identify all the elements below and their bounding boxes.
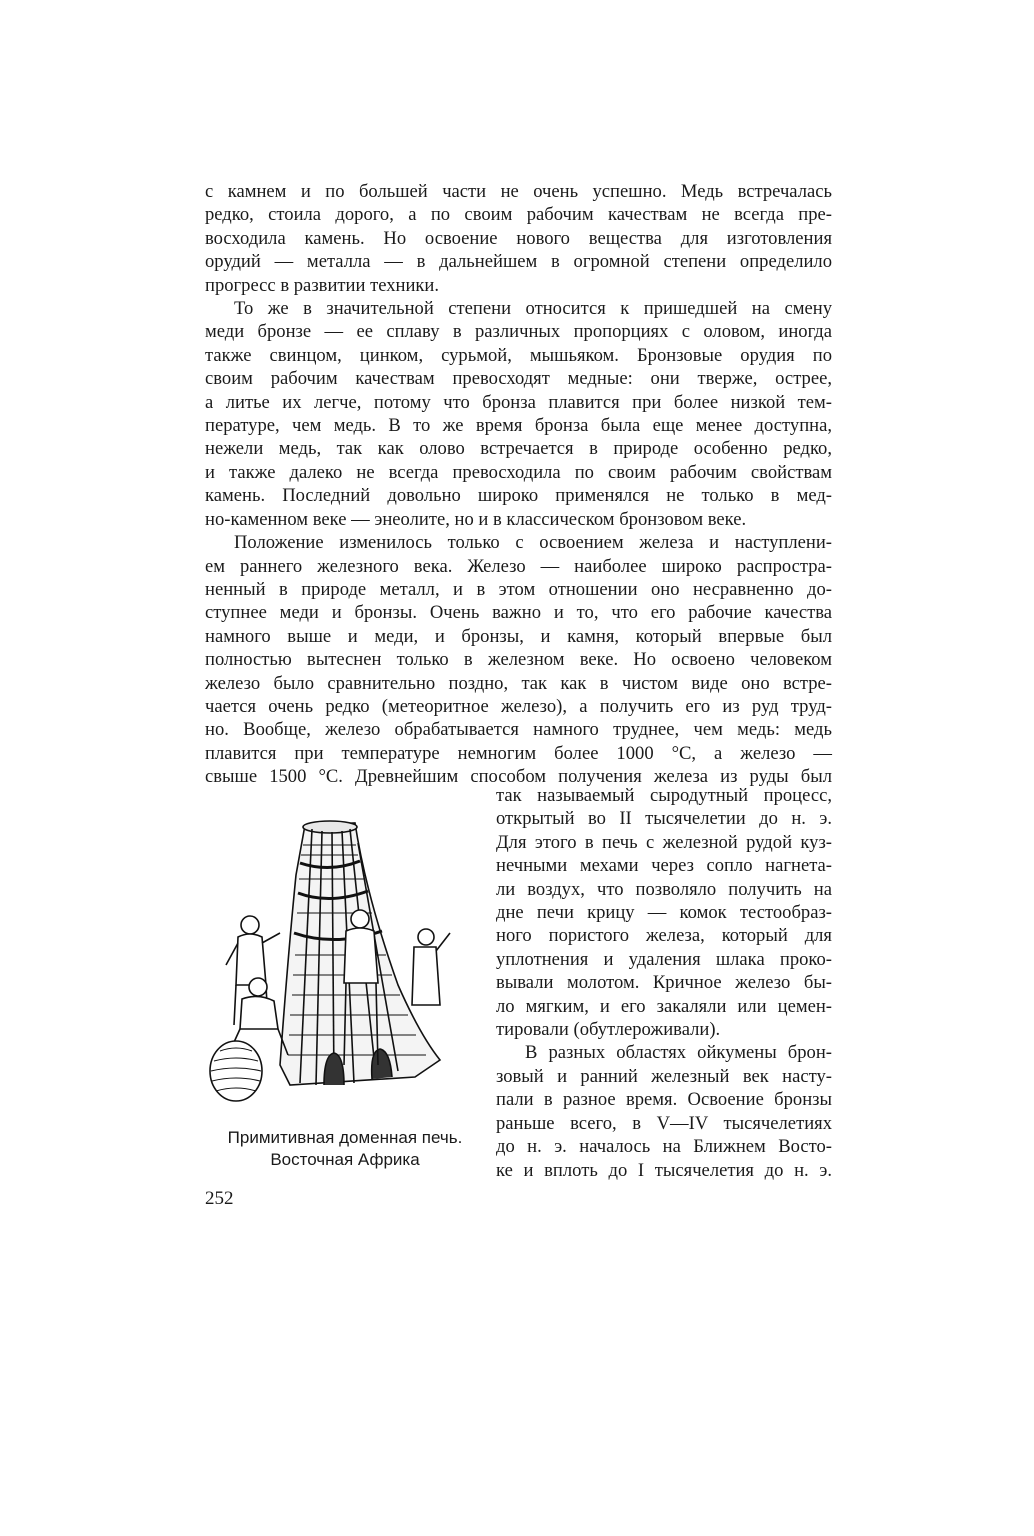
furnace-illustration: [200, 815, 470, 1105]
text-line: ем раннего железного века. Железо — наиболее широко распростра-: [205, 555, 832, 577]
text-line: ненный в природе металл, и в этом отношении оно несравненно до-: [205, 578, 832, 600]
text-line: так называемый сыродутный процесс,: [496, 785, 832, 806]
text-line: ло мягким, и его закаляли или цемен-: [496, 995, 832, 1017]
text-line: зовый и ранний железный век насту-: [496, 1065, 832, 1087]
text-line: восходила камень. Но освоение нового вещества для изготовления: [205, 227, 832, 249]
text-line: а литье их легче, потому что бронза плавится при более низкой тем-: [205, 391, 832, 413]
text-line: прогресс в развитии техники.: [205, 274, 440, 296]
text-line: Для этого в печь с железной рудой куз-: [496, 831, 832, 853]
text-line: То же в значительной степени относится к пришедшей на смену: [234, 298, 832, 320]
text-line: но-каменном веке — энеолите, но и в классическом бронзовом веке.: [205, 508, 747, 530]
text-line: плавится при температуре немногим более 1000 °С, а железо —: [205, 742, 832, 764]
text-line: дне печи крицу — комок тестообраз-: [496, 902, 832, 924]
page-number: 252: [205, 1188, 234, 1209]
side-text-block: [496, 784, 832, 1182]
text-line: Положение изменилось только с освоением железа и наступлени-: [234, 532, 832, 554]
text-line: ступнее меди и бронзы. Очень важно и то, что его рабочие качества: [205, 602, 832, 624]
caption-line: Примитивная доменная печь.: [227, 1128, 463, 1147]
text-line: орудий — металла — в дальнейшем в огромной степени определило: [205, 251, 832, 273]
text-line: нежели медь, так как олово встречается в природе особенно редко,: [205, 438, 832, 460]
text-line: уплотнения и удаления шлака проко-: [496, 948, 832, 970]
text-line: свыше 1500 °С. Древнейшим способом получения железа из руды был: [205, 766, 832, 788]
text-line: но. Вообще, железо обрабатывается намного труднее, чем медь: медь: [205, 719, 832, 741]
text-line: намного выше и меди, и бронзы, и камня, который впервые был: [205, 625, 832, 647]
text-line: до н. э. началось на Ближнем Восто-: [496, 1136, 832, 1158]
main-text-block: [205, 180, 832, 789]
text-line: нечными мехами через сопло нагнета-: [496, 855, 832, 877]
text-line: ли воздух, что позволяло получить на: [496, 878, 832, 900]
text-line: В разных областях ойкумены брон-: [525, 1042, 832, 1064]
text-line: железо было сравнительно поздно, так как в чистом виде оно встре-: [205, 672, 832, 694]
text-line: редко, стоила дорого, а по своим рабочим качествам не всегда пре-: [205, 204, 832, 226]
text-line: ного пористого железа, который для: [496, 925, 832, 947]
text-line: полностью вытеснен только в железном веке. Но освоено человеком: [205, 649, 832, 671]
text-line: чается очень редко (метеоритное железо), а получить его из руд труд-: [205, 695, 832, 717]
caption-line: Восточная Африка: [270, 1150, 420, 1169]
text-line: также свинцом, цинком, сурьмой, мышьяком. Бронзовые орудия по: [205, 344, 832, 366]
text-line: камень. Последний довольно широко применялся не только в мед-: [205, 485, 832, 507]
text-line: вывали молотом. Кричное железо бы-: [496, 972, 832, 994]
text-line: с камнем и по большей части не очень успешно. Медь встречалась: [205, 181, 832, 202]
text-line: и также далеко не всегда превосходила по своим рабочим свойствам: [205, 461, 832, 483]
text-line: тировали (обутлероживали).: [496, 1019, 721, 1041]
text-line: пали в разное время. Освоение бронзы: [496, 1089, 832, 1111]
text-line: своим рабочим качествам превосходят медные: они тверже, острее,: [205, 368, 832, 390]
text-line: ке и вплоть до I тысячелетия до н. э.: [496, 1159, 832, 1181]
furnace-icon: [200, 815, 470, 1105]
figure-caption: [205, 1127, 485, 1171]
text-line: раньше всего, в V—IV тысячелетиях: [496, 1112, 832, 1134]
text-line: открытый во II тысячелетии до н. э.: [496, 808, 832, 830]
text-line: пературе, чем медь. В то же время бронза была еще менее доступна,: [205, 415, 832, 437]
text-line: меди бронзе — ее сплаву в различных пропорциях с оловом, иногда: [205, 321, 832, 343]
